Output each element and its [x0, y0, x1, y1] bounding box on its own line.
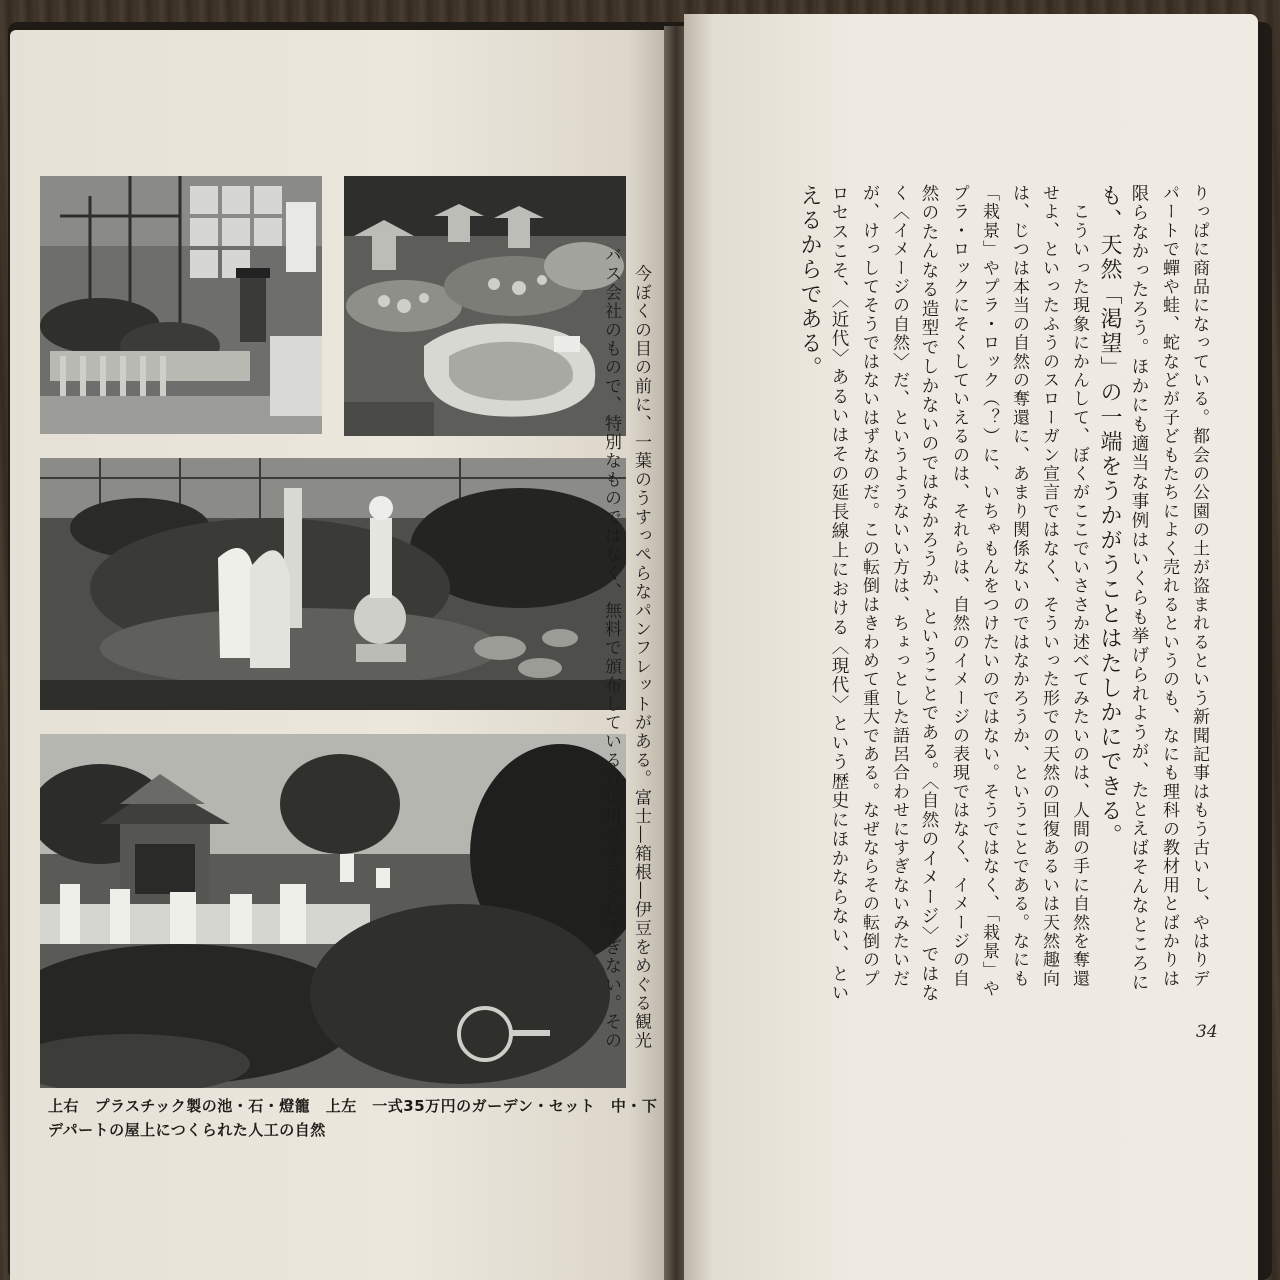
body-column: 今ぼくの目の前に、一葉のうすっぺらなパンフレットがある。富士―箱根―伊豆をめぐる観光 — [631, 246, 651, 1051]
caption-line-2: デパートの屋上につくられた人工の自然 — [48, 1121, 326, 1139]
body-column: パートで蟬や蛙、蛇などが子どもたちによく売れるというのも、なにも理科の教材用とばかりは — [1159, 184, 1179, 989]
page-number: 34 — [1196, 1022, 1218, 1042]
photo-caption — [48, 1094, 658, 1142]
body-column: プラ・ロックにそくしていえるのは、それらは、自然のイメージの表現ではなく、イメージの自 — [949, 184, 969, 989]
photo-upper-left — [40, 176, 322, 434]
body-column: 然のたんなる造型でしかないのではなかろうか、ということである。〈自然のイメージ〉ではな — [919, 184, 939, 1003]
photo-upper-right — [344, 176, 626, 436]
body-column: ロセスこそ、〈近代〉あるいはその延長線上における〈現代〉という歴史にほかならない、とい — [829, 184, 849, 1003]
caption-line-1: 上右 プラスチック製の池・石・燈籠 上左 一式35万円のガーデン・セット 中・下 — [48, 1097, 658, 1115]
body-column: く〈イメージの自然〉だ、というようないい方は、ちょっとした語呂合わせにすぎないみたいだ — [889, 184, 909, 989]
body-column: は、じつは本当の自然の奪還に、あまり関係ないのではなかろうか、ということである。なにも — [1009, 184, 1029, 989]
body-column: バス会社のもので、特別なものではなく、無料で頒布している宣伝用のチラシにすぎない。その — [601, 246, 621, 1051]
left-page — [10, 30, 668, 1280]
body-column: こういった現象にかんして、ぼくがここでいささか述べてみたいのは、人間の手に自然を奪還 — [1069, 184, 1089, 989]
body-column: 「栽景」やプラ・ロック（？）に、いちゃもんをつけたいのではない。そうではなく、「栽景」や — [979, 184, 999, 999]
body-column: りっぱに商品になっている。都会の公園の土が盗まれるという新聞記事はもう古いし、やはりデ — [1189, 184, 1209, 989]
body-column: せよ、といったふうのスローガン宣言ではなく、そういった形での天然の回復あるいは天然趣向 — [1039, 184, 1059, 989]
body-column: 限らなかったろう。ほかにも適当な事例はいくらも挙げられようが、たとえばそんなところに — [1129, 184, 1149, 993]
photo-middle — [40, 458, 626, 710]
body-column: も、天然「渇望」の一端をうかがうことはたしかにできる。 — [1097, 184, 1122, 849]
body-column: えるからである。 — [797, 184, 822, 381]
photo-bottom — [40, 734, 626, 1088]
body-column: が、けっしてそうではないはずなのだ。この転倒はきわめて重大である。なぜならその転倒のプ — [859, 184, 879, 989]
